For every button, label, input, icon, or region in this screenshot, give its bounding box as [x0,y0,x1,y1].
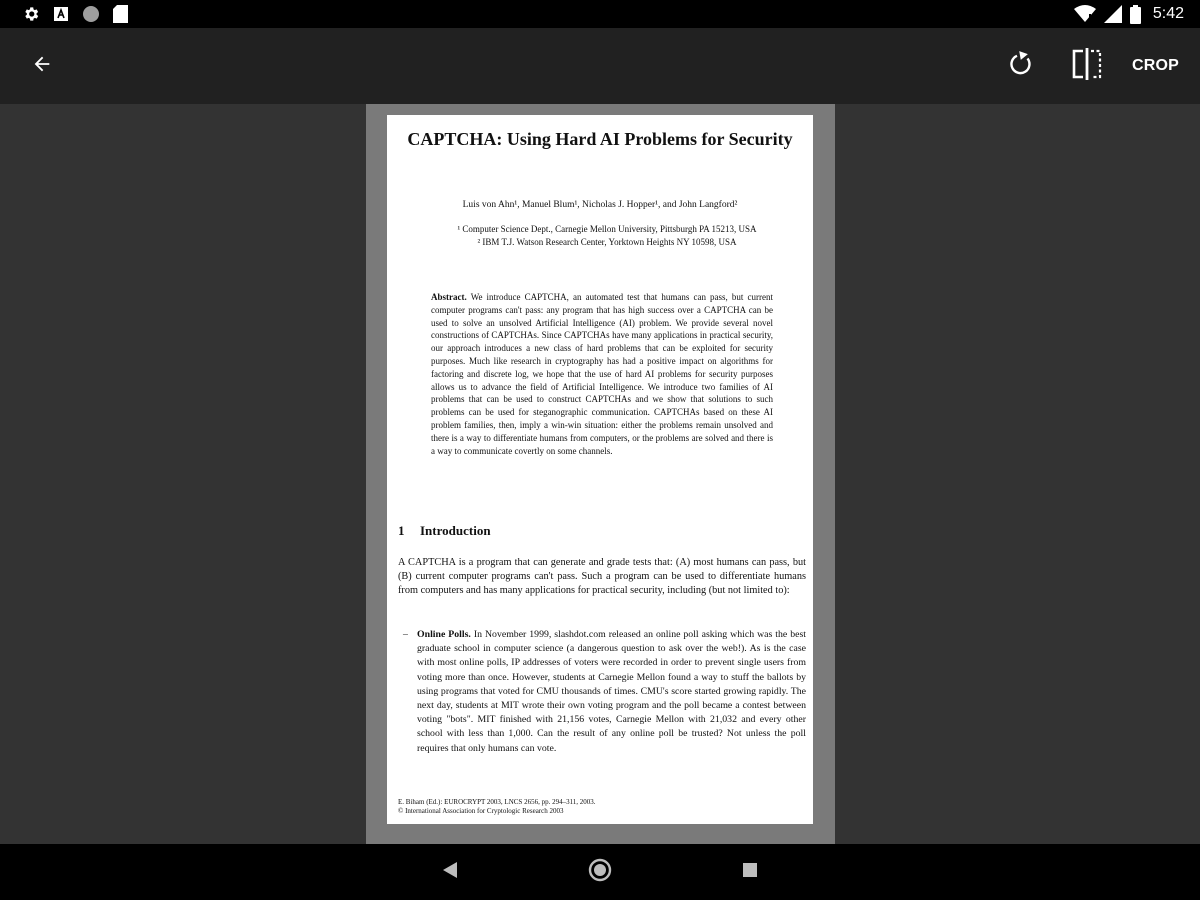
nav-back-button[interactable] [436,858,464,886]
status-left-icons [22,5,128,23]
split-page-button[interactable] [1066,46,1108,86]
app-bar [0,28,1200,104]
battery-icon [1130,5,1141,24]
footnote-line: © International Association for Cryptologic Research 2003 [398,807,564,815]
back-triangle-icon [442,861,458,884]
bullet-dash: – [403,629,408,640]
document-page [387,115,813,824]
abstract-text: We introduce CAPTCHA, an automated test that humans can pass, but current computer programs can't pass: any program that has high success over a CAPTCHA can be used to solve an unsolved Artificial Intelligence (AI) problem. We provide several novel constructions of CAPTCHAs. Since CAPTCHAs have many applications in practical security, our approach introduces a new class of hard problems that can be exploited for security purposes. Much like research in cryptography has had a positive impact on algorithms for factoring and discrete log, we hope that the use of hard AI problems for security purposes allows us to advance the field of Artificial Intelligence. We introduce two families of AI problems that can be used to construct CAPTCHAs and we show that solutions to such problems can be used for steganographic communication. CAPTCHAs based on these AI problem families, then, imply a win-win situation: either the problems remain unsolved and there is a way to differentiate humans from computers, or the problems are solved and there is a way to communicate covertly on some channels. [431,292,773,456]
arrow-back-icon [31,53,53,80]
page-frame [366,104,835,844]
bullet-text: In November 1999, slashdot.com released an online poll asking which was the best graduate school in computer science (a dangerous question to ask over the web!). As is the case with most online polls, IP addresses of voters were recorded in order to prevent single users from voting more than once. However, students at Carnegie Mellon found a way to stuff the ballots by using programs that voted for CMU thousands of times. CMU's score started growing rapidly. The next day, students at MIT wrote their own voting program and the poll became a contest between voting "bots". MIT finished with 21,156 votes, Carnegie Mellon with 21,032 and every other school with less than 1,000. Can the result of any online poll be trusted? Not unless the poll requires that only humans can vote. [417,629,806,754]
affiliation-line: ¹ Computer Science Dept., Carnegie Mellon University, Pittsburgh PA 15213, USA [457,224,757,234]
section-number: 1 [398,523,405,538]
paper-title: CAPTCHA: Using Hard AI Problems for Security [407,129,793,149]
bullet-label: Online Polls. [417,629,471,640]
bullet-item [403,628,806,756]
footnote [398,798,806,816]
split-page-icon [1071,47,1103,86]
intro-paragraph: A CAPTCHA is a program that can generate and grade tests that: (A) most humans can pass, but (B) current computer programs can't pass. Such a program can be used to differentiate humans from computers and has many applications for practical security, including (but not limited to): [398,557,806,597]
status-bar [0,0,1200,28]
rotate-icon [1006,49,1036,84]
recents-square-icon [742,862,758,883]
rotate-button[interactable] [1000,46,1042,86]
footnote-line: E. Biham (Ed.): EUROCRYPT 2003, LNCS 2656, pp. 294–311, 2003. [398,798,596,806]
wifi-icon [1074,5,1096,23]
cell-signal-icon [1104,5,1122,23]
paper-authors: Luis von Ahn¹, Manuel Blum¹, Nicholas J. Hopper¹, and John Langford² [462,200,738,210]
bullet-body [417,628,806,756]
nav-home-button[interactable] [586,858,614,886]
section-heading [398,523,491,539]
font-icon [53,6,69,22]
status-time: 5:42 [1152,5,1184,22]
home-circle-icon [588,858,612,887]
status-right-icons [1074,4,1184,24]
nav-recents-button[interactable] [736,858,764,886]
nav-bar [0,844,1200,900]
section-title: Introduction [420,523,491,538]
abstract-label: Abstract. [431,292,467,302]
back-button[interactable] [22,46,62,86]
affiliation-line: ² IBM T.J. Watson Research Center, Yorktown Heights NY 10598, USA [477,236,737,247]
circle-icon [82,5,100,23]
paper-affiliations [407,223,807,248]
gear-icon [22,5,40,23]
document-viewer[interactable] [0,104,1200,844]
crop-button[interactable]: CROP [1132,57,1180,74]
sd-card-icon [113,5,128,23]
abstract [431,291,773,457]
